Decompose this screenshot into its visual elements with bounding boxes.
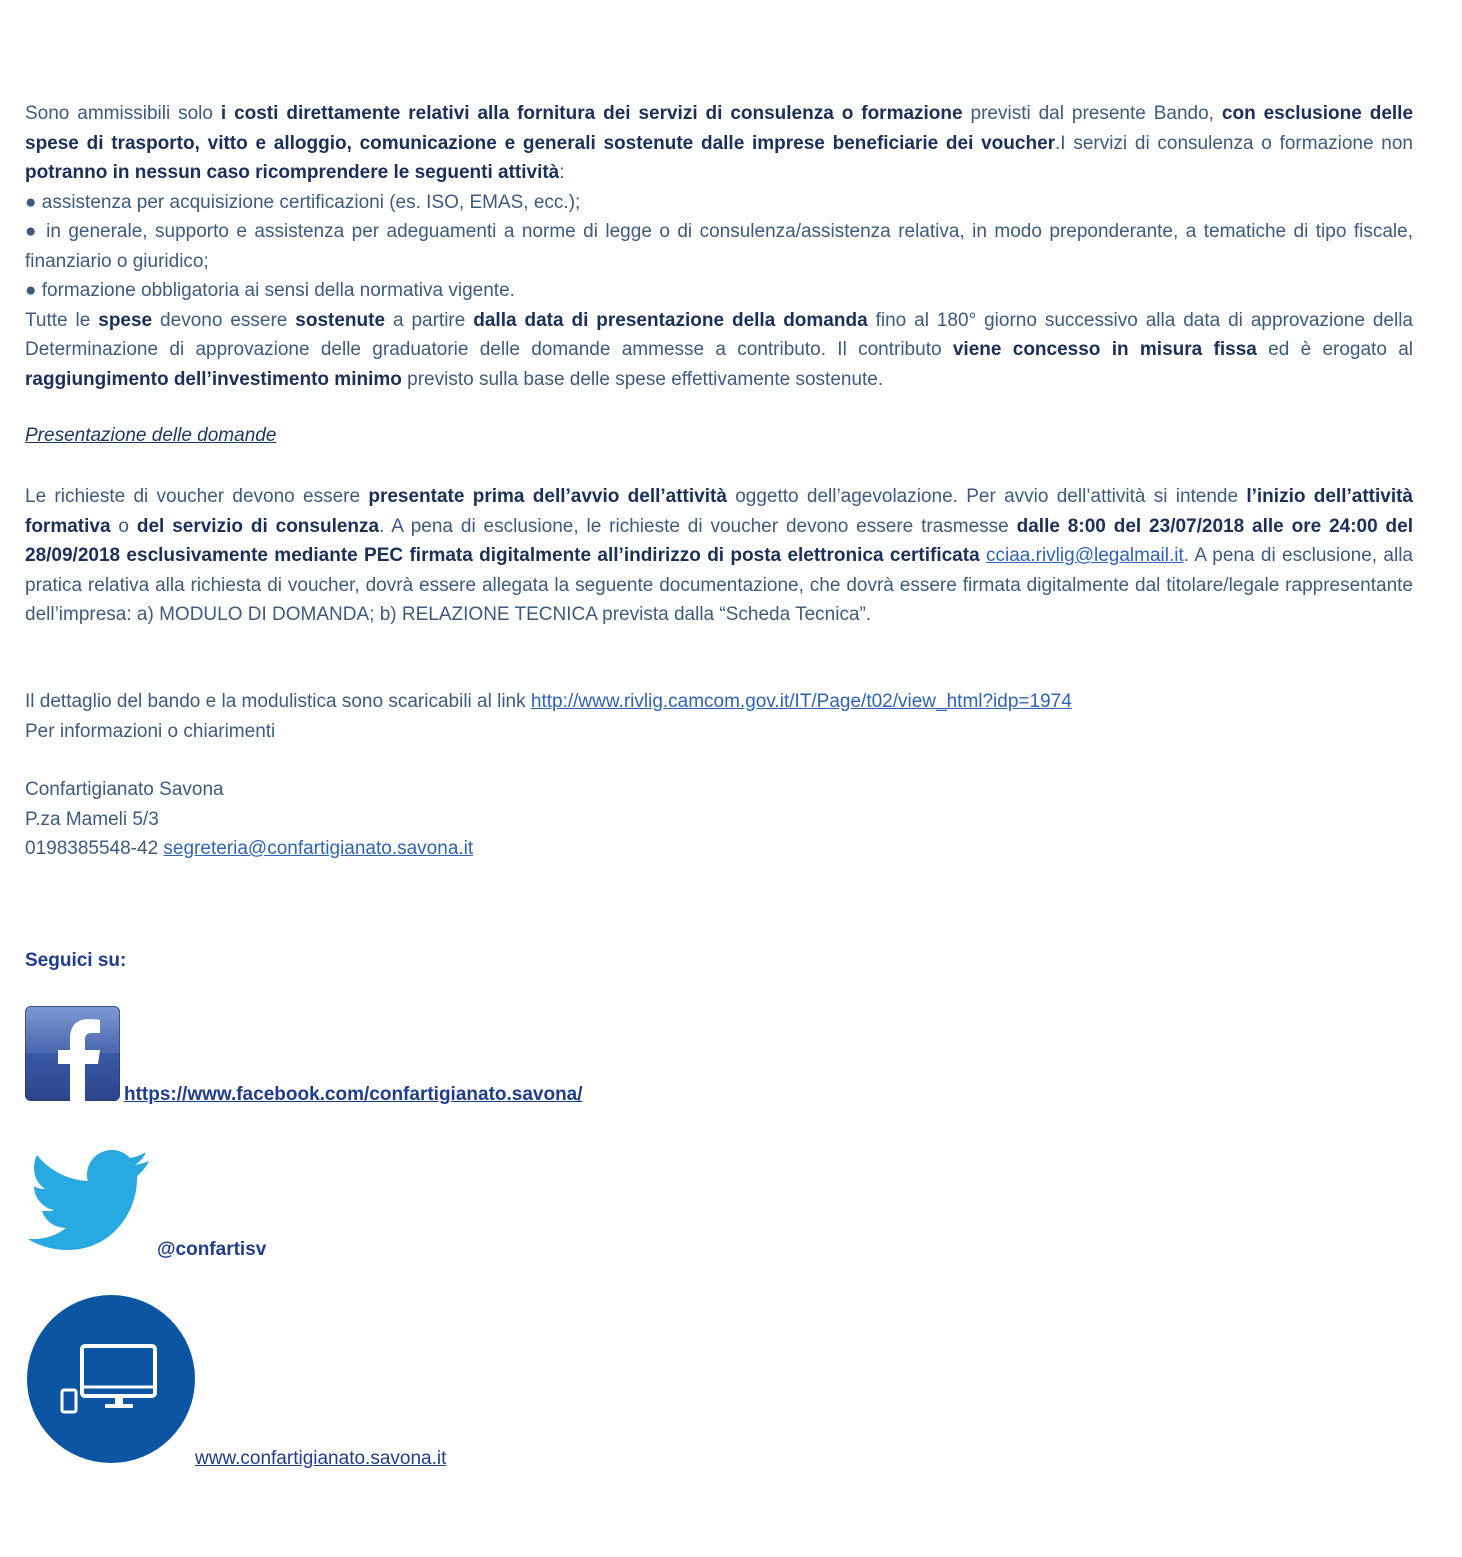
bullet-item: ● formazione obbligatoria ai sensi della normativa vigente. bbox=[25, 280, 515, 301]
bullet-item: ● in generale, supporto e assistenza per adeguamenti a norme di legge o di consulenza/assistenza relativa, in modo preponderante, a tematiche di tipo fiscale, finanziario o giuridico; bbox=[25, 221, 1413, 272]
contact-name: Confartigianato Savona bbox=[25, 779, 224, 800]
dettaglio-paragraph: Il dettaglio del bando e la modulistica sono scaricabili al link http://www.rivlig.camcom.gov.it/IT/Page/t02/view_html?idp=1974 Per informazioni o chiarimenti bbox=[25, 687, 1413, 746]
website-link[interactable]: www.confartigianato.savona.it bbox=[195, 1448, 447, 1469]
follow-label: Seguici su: bbox=[25, 950, 127, 971]
contact-address: P.za Mameli 5/3 bbox=[25, 808, 159, 830]
contact-block bbox=[25, 775, 1413, 864]
website-icon[interactable] bbox=[27, 1295, 195, 1463]
bando-link[interactable]: http://www.rivlig.camcom.gov.it/IT/Page/t02/view_html?idp=1974 bbox=[530, 691, 1072, 712]
bullet-item: ● assistenza per acquisizione certificazioni (es. ISO, EMAS, ecc.); bbox=[25, 191, 581, 213]
contact-phone-line bbox=[25, 834, 1413, 864]
spese-paragraph: Tutte le spese devono essere sostenute a partire dalla data di presentazione della domanda fino al 180° giorno successivo alla data di approvazione della Determinazione di approvazione delle graduatorie delle domande ammesse a contributo. Il contributo viene concesso in misura fissa ed è erogato al raggiungimento dell’investimento minimo previsto sulla base delle spese effettivamente sostenute. bbox=[25, 309, 1413, 390]
twitter-handle[interactable]: @confartisv bbox=[157, 1239, 267, 1260]
contact-phone: 0198385548-42 bbox=[25, 838, 164, 859]
section-heading: Presentazione delle domande bbox=[25, 425, 277, 446]
contact-email-link[interactable]: segreteria@confartigianato.savona.it bbox=[163, 838, 474, 859]
intro-paragraph: Sono ammissibili solo i costi direttamente relativi alla fornitura dei servizi di consulenza o formazione previsti dal presente Bando, con esclusione delle spese di trasporto, vitto e alloggio, comunicazione e generali sostenute dalle imprese beneficiarie dei voucher.I servizi di consulenza o formazione non potranno in nessun caso ricomprendere le seguenti attività: ● assistenza per acquisizione certificazioni (es. ISO, EMAS, ecc.); ● in generale, supporto e assistenza per adeguamenti a norme di legge o di consulenza/assistenza relativa, in modo preponderante, a tematiche di tipo fiscale, finanziario o giuridico; ● formazione obbligatoria ai sensi della normativa vigente. Tutte le spese devono essere sostenute a partire dalla data di presentazione della domanda fino al 180° giorno successivo alla data di approvazione della Determinazione di approvazione delle graduatorie delle domande ammesse a contributo. Il contributo viene concesso in misura fissa ed è erogato al raggiungimento dell’investimento minimo previsto sulla base delle spese effettivamente sostenute. bbox=[25, 99, 1413, 394]
facebook-link[interactable]: https://www.facebook.com/confartigianato.savona/ bbox=[124, 1084, 583, 1105]
domande-paragraph: Le richieste di voucher devono essere presentate prima dell’avvio dell’attività oggetto dell’agevolazione. Per avvio dell’attività si intende l’inizio dell’attività formativa o del servizio di consulenza. A pena di esclusione, le richieste di voucher devono essere trasmesse dalle 8:00 del 23/07/2018 alle ore 24:00 del 28/09/2018 esclusivamente mediante PEC firmata digitalmente all’indirizzo di posta elettronica certificata cciaa.rivlig@legalmail.it. A pena di esclusione, alla pratica relativa alla richiesta di voucher, dovrà essere allegata la seguente documentazione, che dovrà essere firmata digitalmente dal titolare/legale rappresentante dell’impresa: a) MODULO DI DOMANDA; b) RELAZIONE TECNICA prevista dalla “Scheda Tecnica”. bbox=[25, 486, 1414, 625]
info-line: Per informazioni o chiarimenti bbox=[25, 720, 276, 742]
pec-email-link[interactable]: cciaa.rivlig@legalmail.it bbox=[986, 545, 1184, 566]
facebook-icon[interactable] bbox=[25, 1006, 120, 1101]
twitter-icon[interactable] bbox=[25, 1139, 153, 1261]
